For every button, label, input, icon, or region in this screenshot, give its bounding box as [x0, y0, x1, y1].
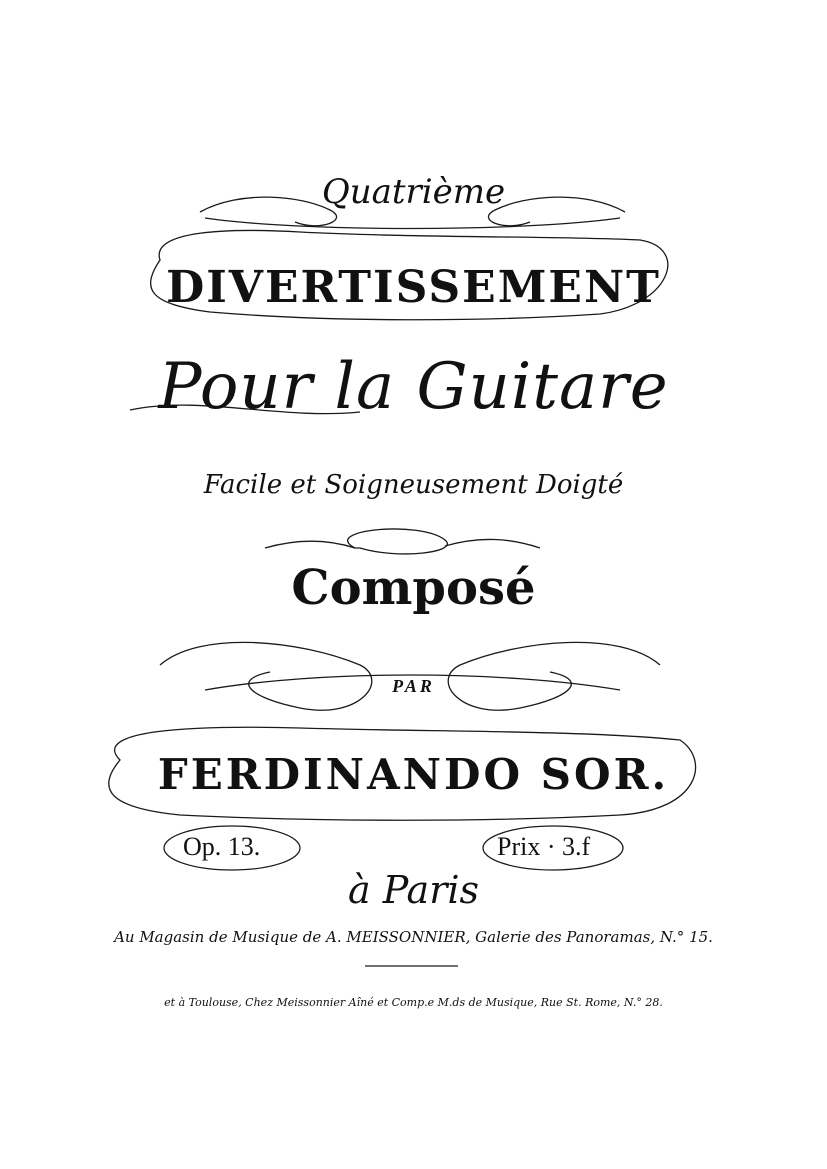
subtitle-text: Facile et Soigneusement Doigté	[203, 470, 624, 500]
opus-number: Op. 13.	[183, 832, 261, 861]
instrument-text: Pour la Guitare	[158, 350, 669, 424]
flourish-mid-right	[445, 539, 540, 548]
composer-name: FERDINANDO SOR.	[157, 750, 670, 799]
ordinal-text: Quatrième	[321, 172, 506, 212]
flourish-top-underline	[205, 218, 620, 229]
flourish-mid-left	[265, 541, 355, 548]
work-type-heading: DIVERTISSEMENT	[166, 262, 661, 313]
by-text: PAR	[392, 676, 435, 696]
publisher-line: Au Magasin de Musique de A. MEISSONNIER, Galerie des Panoramas, N.° 15.	[114, 928, 713, 946]
price-text: Prix · 3.f	[497, 832, 591, 861]
city-text: à Paris	[347, 868, 480, 912]
flourish-mid	[348, 529, 448, 554]
composed-text: Composé	[291, 560, 536, 616]
secondary-publisher-line: et à Toulouse, Chez Meissonnier Aîné et Comp.e M.ds de Musique, Rue St. Rome, N.° 28.	[164, 996, 663, 1009]
